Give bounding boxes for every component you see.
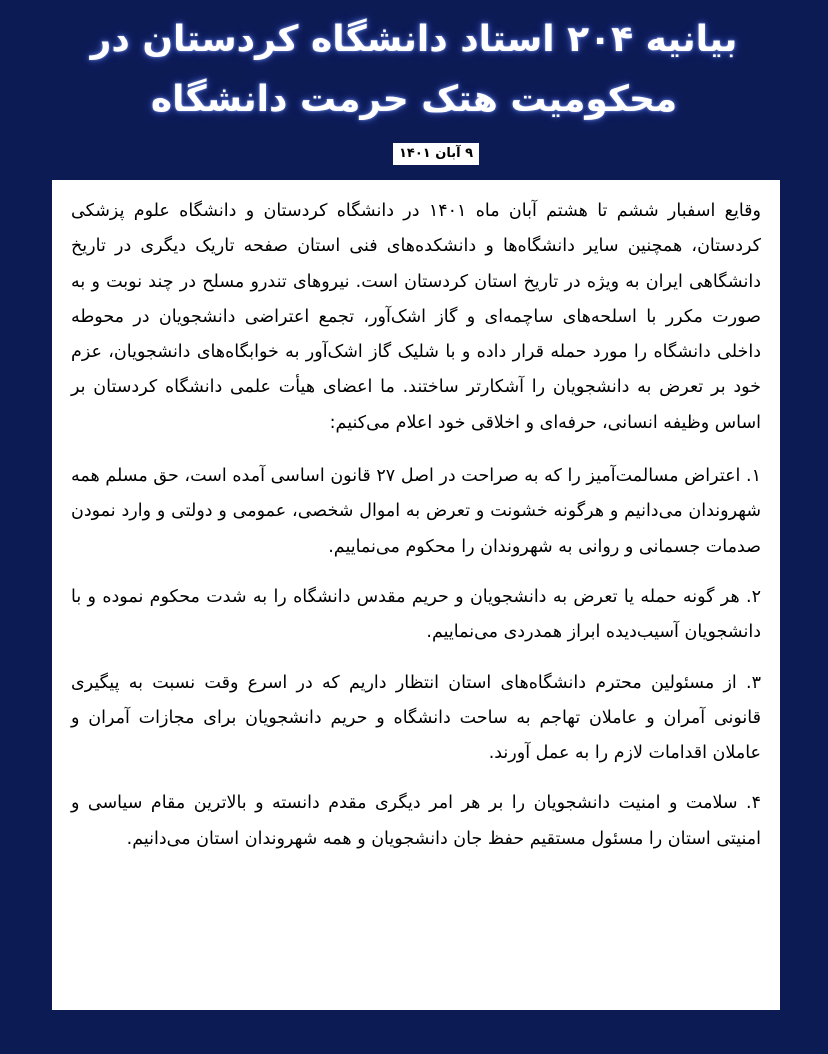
intro-paragraph: وقایع اسفبار ششم تا هشتم آبان ماه ۱۴۰۱ در دانشگاه کردستان و دانشگاه علوم پزشکی کردستان، همچنین سایر دانشگاه‌ها و دانشکده‌های فنی استان صفحه تاریک دیگری در تاریخ دانشگاهی ایران به ویژه در تاریخ استان کردستان است. نیروهای تندرو مسلح در چند نوبت و به صورت مکرر با اسلحه‌های ساچمه‌ای و گاز اشک‌آور، تجمع اعتراضی دانشجویان در محوطه داخلی دانشگاه را مورد حمله قرار داده و با شلیک گاز اشک‌آور به خوابگاه‌های دانشجویان، عزم خود بر تعرض به دانشجویان را آشکارتر ساختند. ما اعضای هیأت علمی دانشگاه کردستان بر اساس وظیفه انسانی، حرفه‌ای و اخلاقی خود اعلام می‌کنیم:: [71, 201, 761, 433]
statement-date: ۹ آبان ۱۴۰۱: [393, 143, 479, 165]
statement-body: [52, 180, 780, 1010]
statement-title-line-2: محکومیت هتک حرمت دانشگاه: [150, 79, 678, 120]
demand-item-2: ۲. هر گونه حمله یا تعرض به دانشجویان و حریم مقدس دانشگاه را به شدت محکوم نموده و با دانشجویان آسیب‌دیده ابراز همدردی می‌نماییم.: [71, 586, 761, 643]
statement-title-line-1: بیانیه ۲۰۴ استاد دانشگاه کردستان در: [90, 19, 738, 60]
demand-item-1: ۱. اعتراض مسالمت‌آمیز را که به صراحت در اصل ۲۷ قانون اساسی آمده است، حق مسلم همه شهروندان می‌دانیم و هرگونه خشونت و تعرض به اموال شخصی، عمومی و دولتی و وارد نمودن صدمات جسمانی و روانی به شهروندان را محکوم می‌نماییم.: [71, 466, 761, 557]
demand-item-4: ۴. سلامت و امنیت دانشجویان را بر هر امر دیگری مقدم دانسته و بالاترین مقام سیاسی و امنیتی استان را مسئول مستقیم حفظ جان دانشجویان و همه شهروندان استان می‌دانیم.: [71, 793, 761, 849]
demand-item-3: ۳. از مسئولین محترم دانشگاه‌های استان انتظار داریم که در اسرع وقت نسبت به پیگیری قانونی آمران و عاملان تهاجم به ساحت دانشگاه و حریم دانشجویان برای مجازات آمران و عاملان اقدامات لازم را به عمل آورند.: [71, 672, 761, 764]
